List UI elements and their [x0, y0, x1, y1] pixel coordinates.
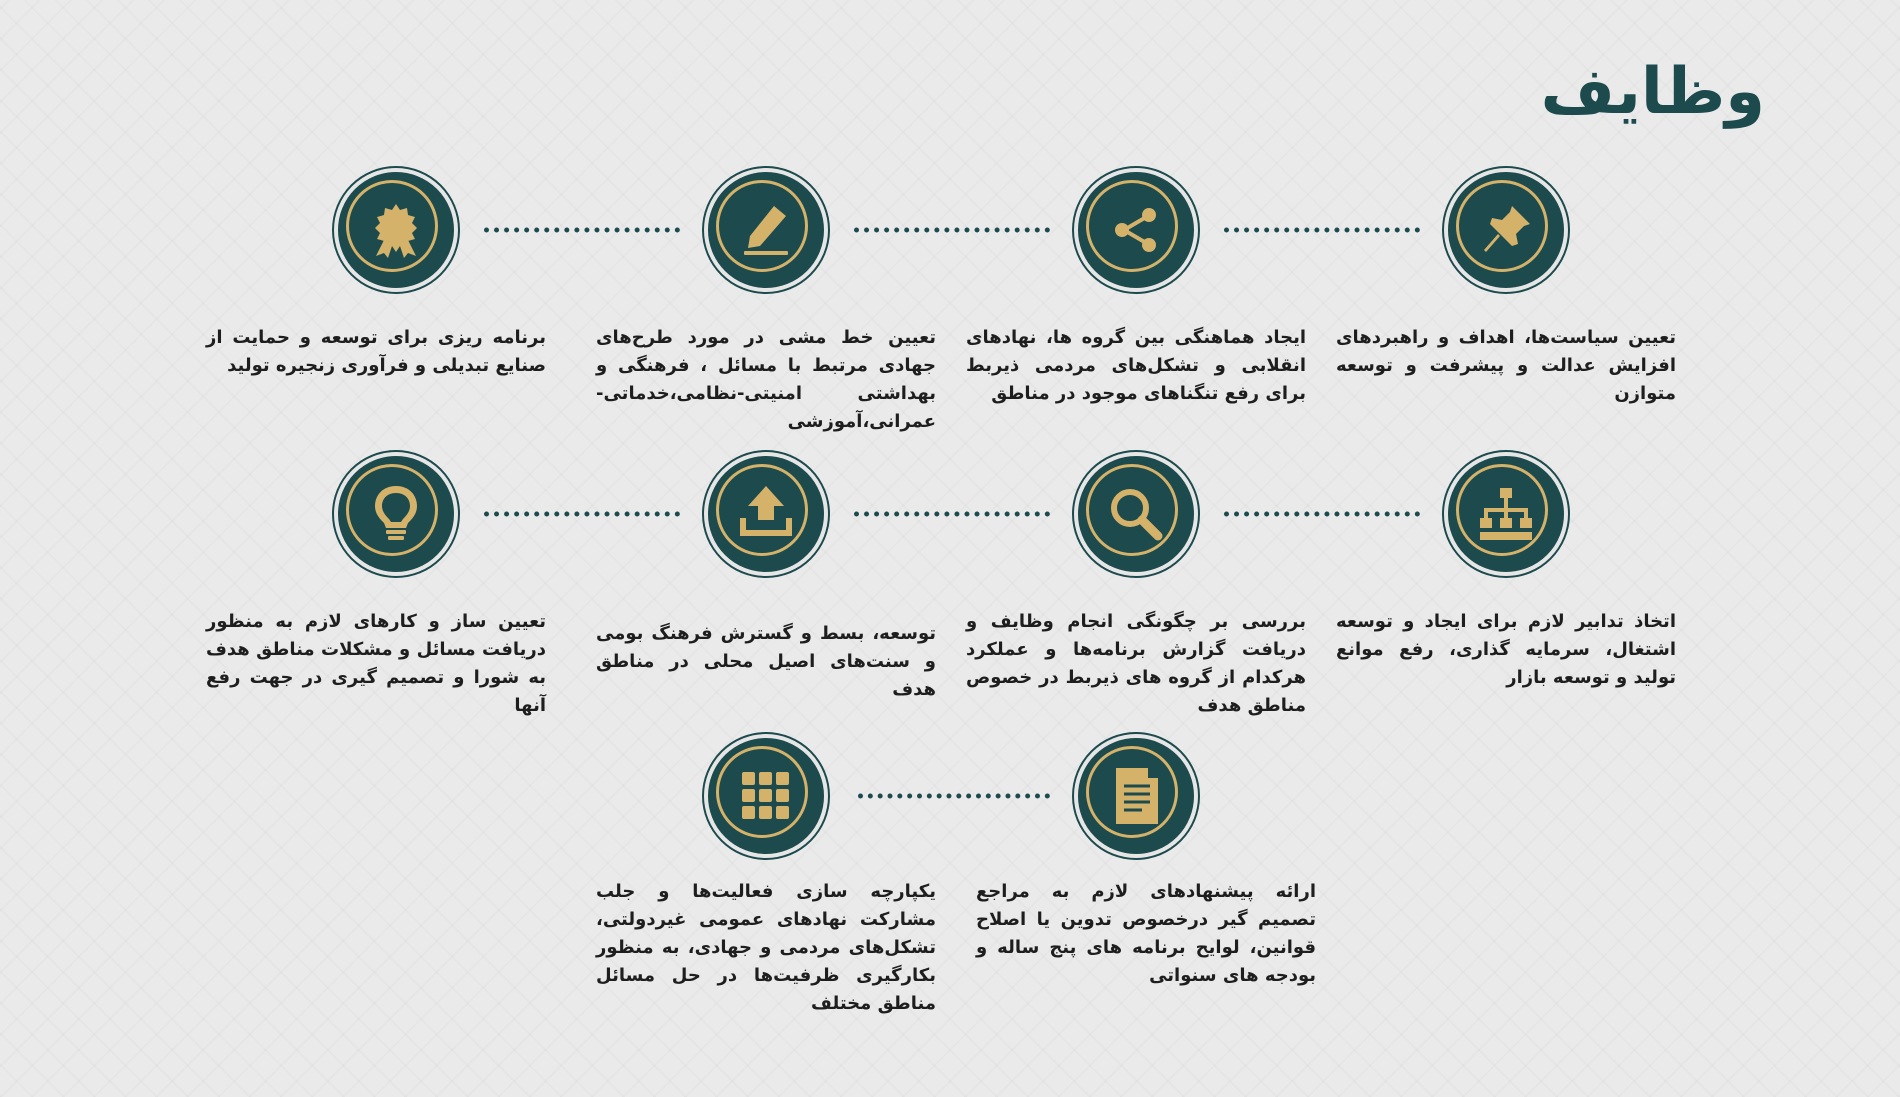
- item-text: برنامه ریزی برای توسعه و حمایت از صنایع تبدیلی و فرآوری زنجیره تولید: [206, 327, 546, 376]
- item-text: اتخاذ تدابیر لازم برای ایجاد و توسعه اشتغال، سرمایه گذاری، رفع موانع تولید و توسعه بازار: [1336, 611, 1676, 688]
- connector-dots: [484, 512, 680, 517]
- connector-dots: [854, 512, 1050, 517]
- search-icon: [1074, 452, 1198, 576]
- page-title: وظایف: [1540, 55, 1765, 129]
- award-badge-icon: [334, 168, 458, 292]
- grid-icon: [704, 734, 828, 858]
- pushpin-icon: [1444, 168, 1568, 292]
- org-chart-icon: [1444, 452, 1568, 576]
- item-text: توسعه، بسط و گسترش فرهنگ بومی و سنت‌های اصیل محلی در مناطق هدف: [596, 623, 936, 700]
- connector-dots: [484, 228, 680, 233]
- item-text: تعیین خط مشی در مورد طرح‌های جهادی مرتبط با مسائل ، فرهنگی و بهداشتی امنیتی-نظامی،خدماتی-عمرانی،آموزشی: [596, 327, 936, 432]
- connector-dots: [1224, 228, 1420, 233]
- item-text: بررسی بر چگونگی انجام وظایف و دریافت گزارش برنامه‌ها و عملکرد هرکدام از گروه های ذیربط در خصوص مناطق هدف: [966, 611, 1306, 716]
- upload-icon: [704, 452, 828, 576]
- item-text: ایجاد هماهنگی بین گروه ها، نهادهای انقلابی و تشکل‌های مردمی ذیربط برای رفع تنگناهای موجود در مناطق: [966, 327, 1306, 404]
- connector-dots: [854, 228, 1050, 233]
- connector-dots: [858, 794, 1050, 799]
- item-text: تعیین سیاست‌ها، اهداف و راهبردهای افزایش عدالت و پیشرفت و توسعه متوازن: [1336, 327, 1676, 404]
- share-icon: [1074, 168, 1198, 292]
- item-text: یکپارچه سازی فعالیت‌ها و جلب مشارکت نهادهای عمومی غیردولتی، تشکل‌های مردمی و جهادی، به منظور بکارگیری ظرفیت‌ها در حل مسائل مناطق مختلف: [596, 881, 936, 1014]
- connector-dots: [1224, 512, 1420, 517]
- document-icon: [1074, 734, 1198, 858]
- item-text: ارائه پیشنهادهای لازم به مراجع تصمیم گیر درخصوص تدوین یا اصلاح قوانین، لوایح برنامه های پنج ساله و بودجه های سنواتی: [976, 881, 1316, 986]
- pen-icon: [704, 168, 828, 292]
- item-text: تعیین ساز و کارهای لازم به منظور دریافت مسائل و مشکلات مناطق هدف به شورا و تصمیم گیری در جهت رفع آنها: [206, 611, 546, 716]
- lightbulb-icon: [334, 452, 458, 576]
